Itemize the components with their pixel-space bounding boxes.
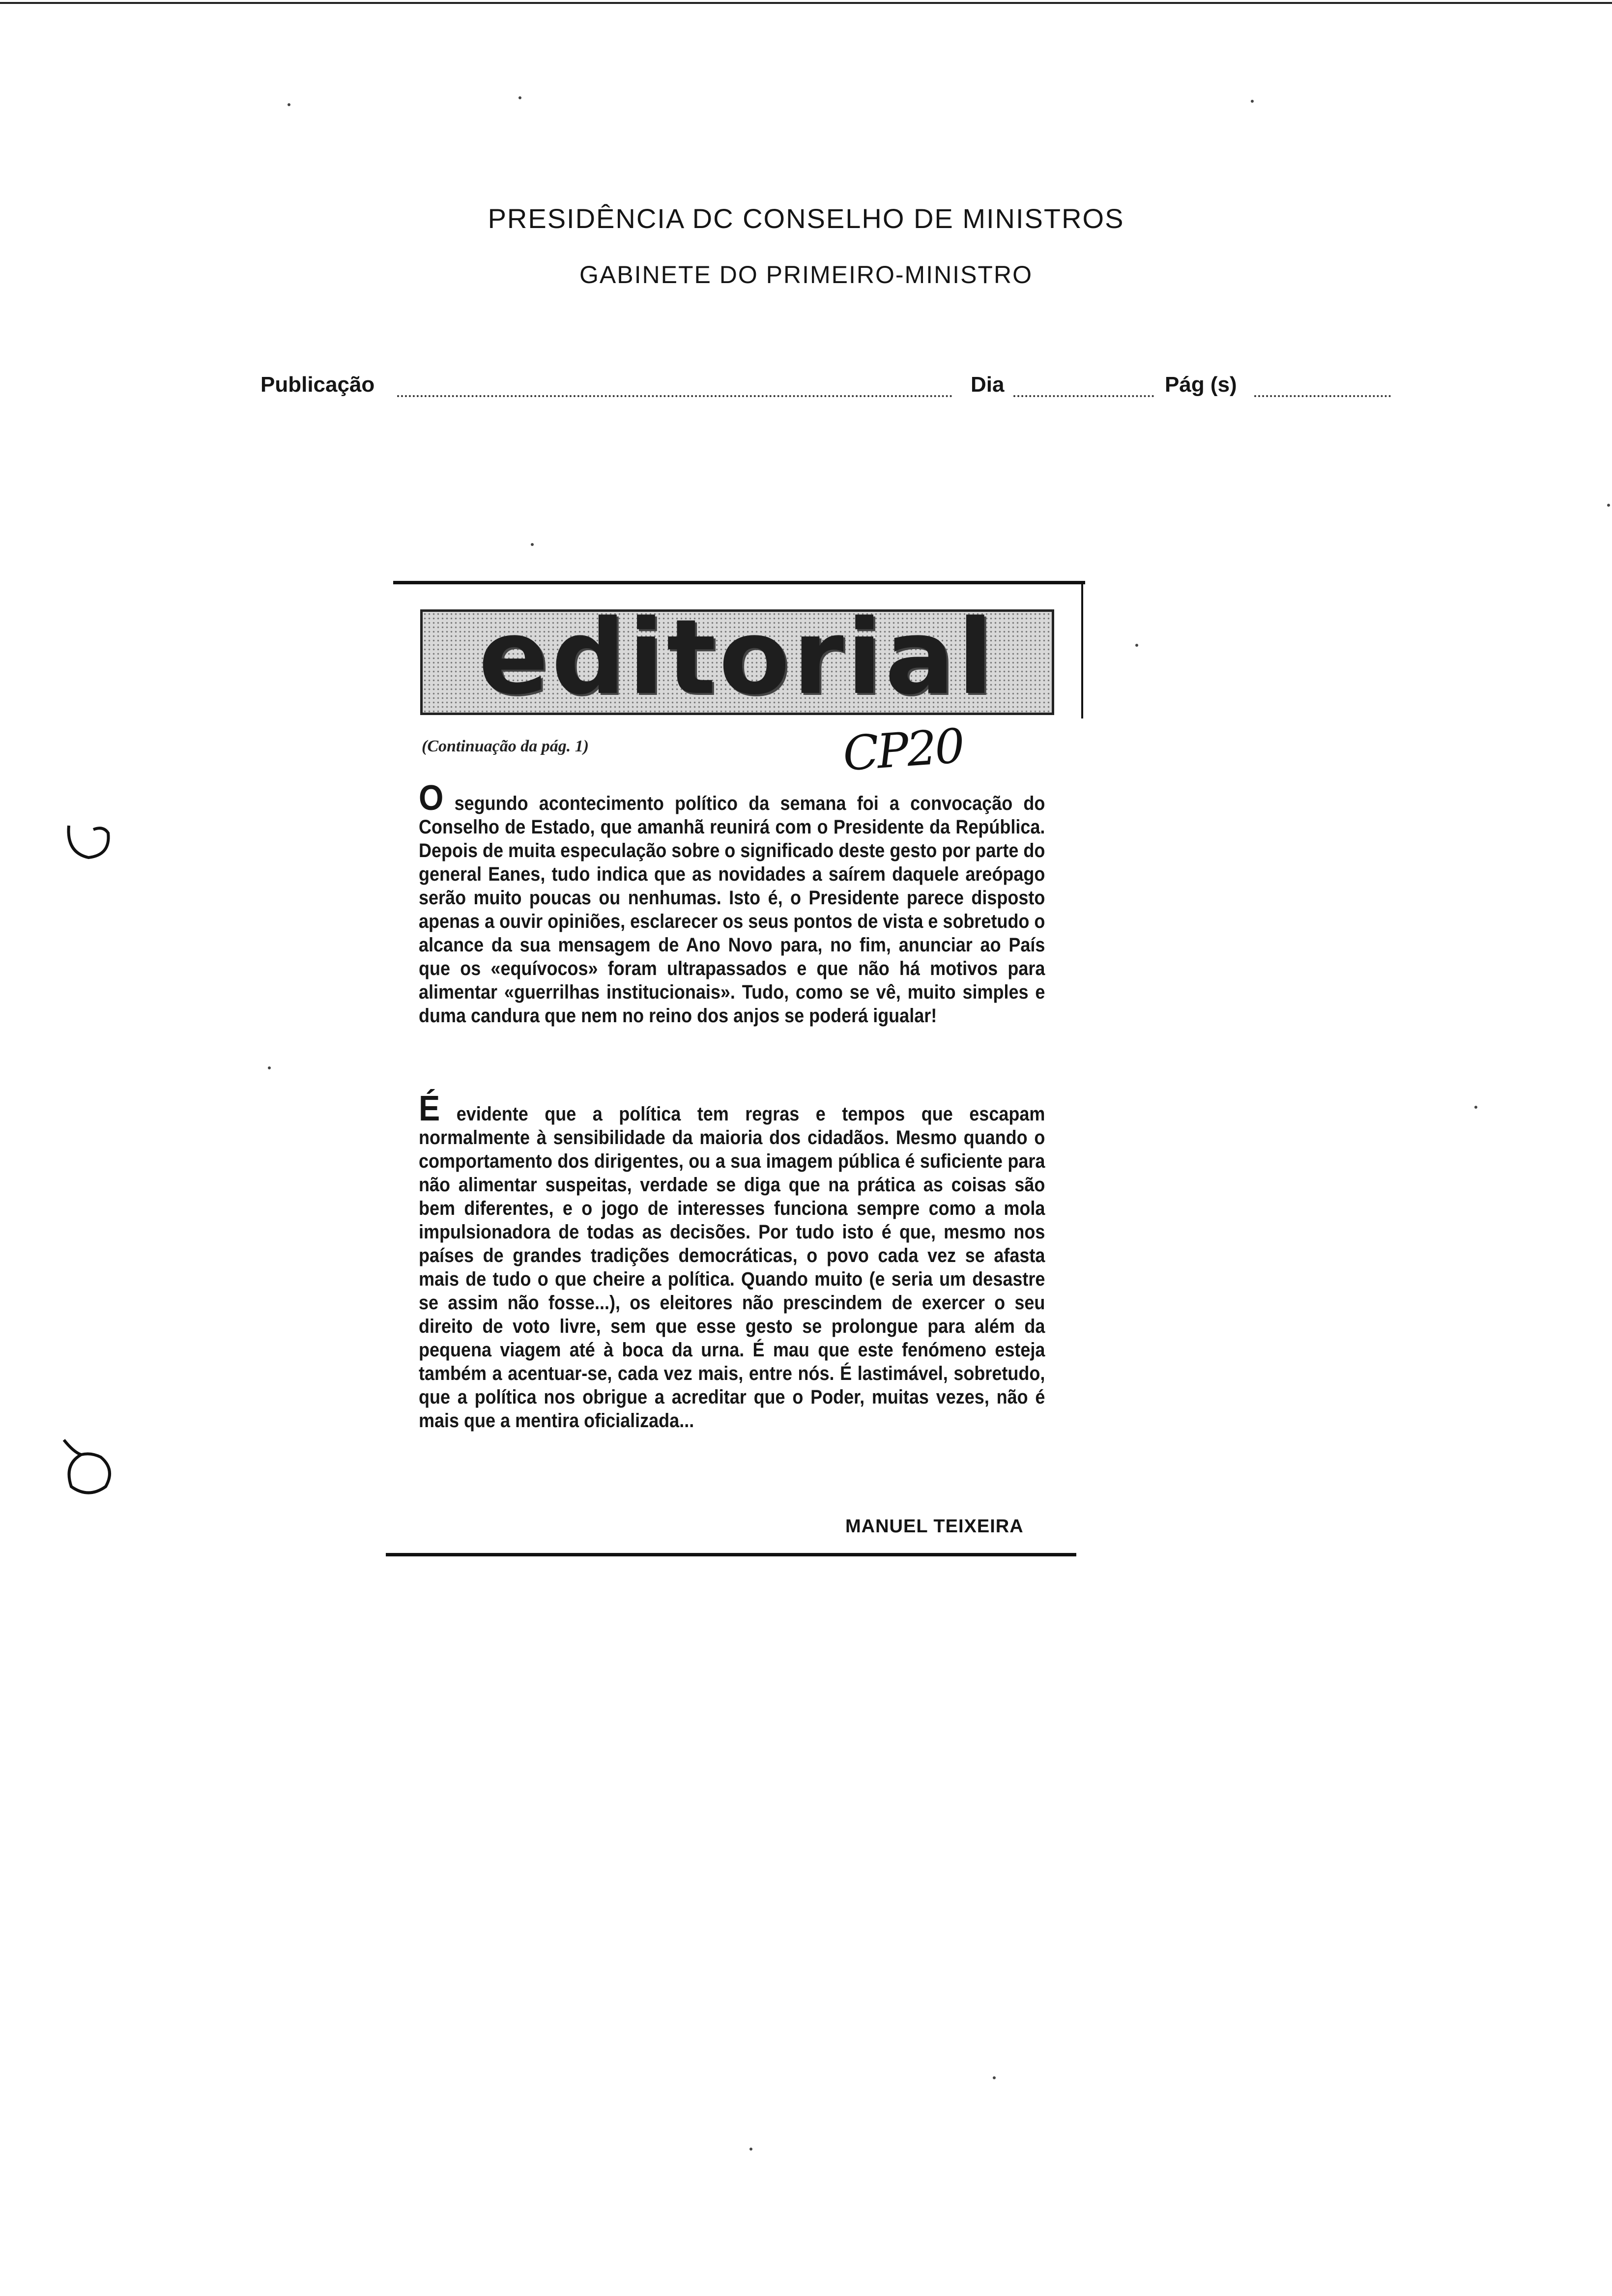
page-title: PRESIDÊNCIA DC CONSELHO DE MINISTROS [488,203,1124,234]
speck [1135,644,1138,647]
continuation-note: (Continuação da pág. 1) [422,737,589,755]
speck [268,1066,271,1069]
speck [531,543,534,546]
clipping-bottom-rule [386,1553,1076,1556]
clipping-top-rule [393,581,1085,584]
clipping-right-rule [1081,581,1083,718]
dia-field [1013,395,1154,397]
dropcap-2: É [419,1089,440,1128]
publicacao-label: Publicação [260,373,375,397]
speck [749,2148,752,2151]
handwritten-note: CP20 [841,718,965,782]
author-byline: MANUEL TEIXEIRA [845,1516,1024,1537]
publication-line [0,373,1612,402]
pags-label: Pág (s) [1165,373,1237,397]
page-subtitle: GABINETE DO PRIMEIRO-MINISTRO [579,261,1033,288]
editorial-banner-text: editorial [478,597,996,718]
dia-label: Dia [971,373,1005,397]
editorial-banner [420,597,1054,718]
pags-field [1254,395,1391,397]
speck [1607,504,1610,507]
top-border-line [0,2,1612,4]
article-paragraph-1 [419,778,1045,1028]
article-paragraph-2 [419,1089,1045,1433]
dropcap-1: O [419,778,444,818]
speck [518,96,521,99]
speck [288,103,290,106]
publicacao-field [397,395,952,397]
speck [1251,100,1254,103]
punch-hole-mark-top [57,806,120,870]
speck [1474,1106,1477,1109]
speck [993,2076,996,2079]
paragraph-1-text: segundo acontecimento político da semana foi a convocação do Conselho de Estado, que amanhã reunirá com o Presidente da República. Depois de muita especulação sobre o significado deste gesto por parte do general Eanes, tudo indica que as novidades a saírem daquele areópago serão muito poucas ou nenhumas. Isto é, o Presidente parece disposto apenas a ouvir opiniões, esclarecer os seus pontos de vista e sobretudo o alcance da sua mensagem de Ano Novo para, no fim, anunciar ao País que os «equívocos» foram ultrapassados e que não há motivos para alimentar «guerrilhas institucionais». Tudo, como se vê, muito simples e duma candura que nem no reino dos anjos se poderá igualar! [419,793,1045,1027]
punch-hole-mark-bottom [54,1425,128,1504]
paragraph-2-text: evidente que a política tem regras e tempos que escapam normalmente à sensibilidade da maioria dos cidadãos. Mesmo quando o comportamento dos dirigentes, ou a sua imagem pública é suficiente para não alimentar suspeitas, verdade se diga que na prática as coisas são bem diferentes, e o jogo de interesses funciona sempre como a mola impulsionadora de todas as decisões. Por tudo isto é que, mesmo nos países de grandes tradições democráticas, o povo cada vez se afasta mais de tudo o que cheire a política. Quando muito (e seria um desastre se assim não fosse...), os eleitores não prescindem de exercer o seu direito de voto livre, sem que esse gesto se prolongue para além da pequena viagem até à boca da urna. É mau que este fenómeno esteja também a acentuar-se, cada vez mais, entre nós. É lastimável, sobretudo, que a política nos obrigue a acreditar que o Poder, muitas vezes, não é mais que a mentira oficializada... [419,1103,1045,1432]
